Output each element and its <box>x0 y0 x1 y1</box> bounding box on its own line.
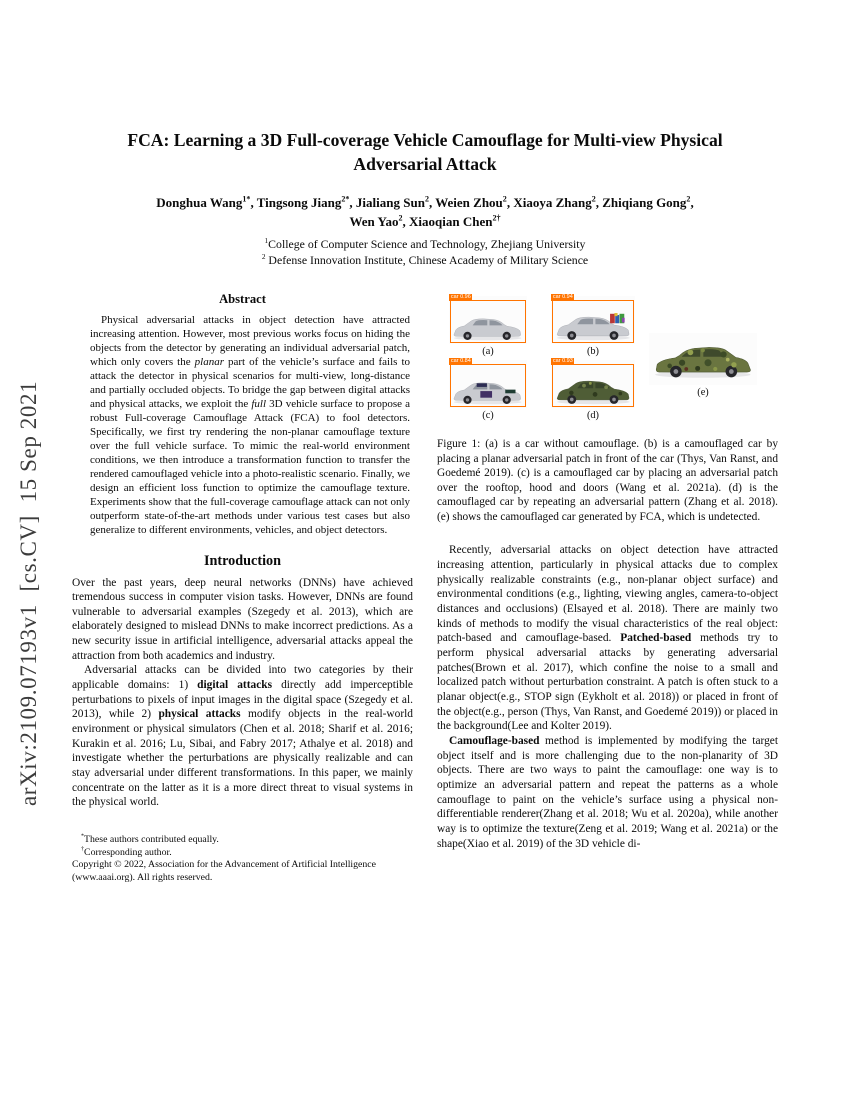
intro-paragraph-1: Over the past years, deep neural networks (DNNs) have achieved tremendous success in computer vision tasks. However, DNNs are found vulnerable to adversarial examples (Szegedy et al. 2013), which are elaborately designed to mislead DNNs to make incorrect predictions. As a new security issue in artificial intelligence, adversarial attacks appeal the attraction from both academics and industry. <box>72 576 413 662</box>
author-superscript: 2 <box>686 194 691 204</box>
footnote-marker: † <box>81 846 85 853</box>
right-column <box>437 292 778 885</box>
figure-sublabel: (d) <box>586 410 599 421</box>
left-column <box>72 292 413 885</box>
footnote-corresponding-author: †Corresponding author. <box>81 846 172 858</box>
paper-header <box>80 128 770 269</box>
author: Tingsong Jiang$^{2*}$, <box>256 194 356 210</box>
author: Xiaoya Zhang$^2$, <box>513 194 603 210</box>
figure-1a <box>449 296 527 357</box>
figure-1-grid <box>449 296 635 421</box>
author-superscript: 1* <box>242 194 251 204</box>
figure-1-images <box>437 296 778 421</box>
author-superscript: 2† <box>492 213 501 223</box>
title-line-1: FCA: Learning a 3D Full-coverage Vehicle Camouflage for Multi-view Physical <box>127 130 723 150</box>
introduction-heading: Introduction <box>204 552 281 569</box>
figure-1e <box>649 333 757 398</box>
author-superscript: 2 <box>502 194 507 204</box>
author-list <box>80 193 770 232</box>
author-line-2 <box>80 212 770 232</box>
author: Xiaoqian Chen$^{2\dagger}$ <box>409 213 501 230</box>
author: Weien Zhou$^2$, <box>435 194 514 210</box>
figure-1-caption: Figure 1: (a) is a car without camouflage. (b) is a camouflaged car by placing a planar adversarial patch in front of the car (Thys, Van Ranst, and Goedemé 2019). (c) is a camouflaged car by placing an adversarial patch over the rooftop, hood and doors (Wang et al. 2021a). (d) is the camouflaged car by repeating an adversarial pattern (Zhang et al. 2018). (e) shows the camouflaged car generated by FCA, which is undetected. <box>437 438 778 523</box>
abstract-heading: Abstract <box>219 292 266 306</box>
figure-sublabel: (b) <box>586 346 599 357</box>
body-paragraph-camouflage-based: Camouflage-based method is implemented by modifying the target object itself and is more challenging due to the non-planarity of 3D objects. There are two ways to paint the camouflage: one way is to optimize an adversarial pattern and repeat the patterns as a whole camouflage to paint on the vehicle’s surface using a physical non-differentiable renderer(Zhang et al. 2018; Wu et al. 2020a), while another way is to optimize the texture(Zeng et al. 2019; Wang et al. 2021a) or the shape(Xiao et al. 2019) of the 3D vehicle di- <box>437 734 778 850</box>
author-superscript: 2 <box>591 194 596 204</box>
car-illustration <box>451 315 524 341</box>
figure-1 <box>437 296 778 524</box>
figure-1d-image <box>551 360 635 408</box>
figure-1d <box>551 360 635 421</box>
author-superscript: 2* <box>341 194 350 204</box>
figure-sublabel: (a) <box>482 346 494 357</box>
car-illustration-fca-camouflage <box>651 342 755 379</box>
affiliation-1: $^1$College of Computer Science and Technology, Zhejiang University <box>264 235 586 251</box>
detection-score-label: car 0.94 <box>552 294 573 300</box>
affiliation-list <box>80 236 770 269</box>
car-illustration-with-top-patches <box>451 379 524 405</box>
car-illustration-with-front-patch <box>554 313 633 341</box>
affiliation-2: $^2$ Defense Innovation Institute, Chinese Academy of Military Science <box>261 252 589 268</box>
author-line-1 <box>80 193 770 213</box>
two-column-body <box>72 292 778 885</box>
detection-score-label: car 0.93 <box>552 358 573 364</box>
figure-sublabel: (c) <box>482 410 494 421</box>
footnotes <box>72 834 413 885</box>
footnote-equal-contribution: *These authors contributed equally. <box>81 833 219 845</box>
copyright-notice: Copyright © 2022, Association for the Advancement of Artificial Intelligence (www.aaai.org). All rights reserved. <box>72 859 376 884</box>
footnote-marker: * <box>81 833 85 840</box>
body-paragraph-patch-based: Recently, adversarial attacks on object detection have attracted increasing attention, particularly in physical attacks due to complex physically realizable constraints (e.g., non-planar object surface) and environmental conditions (e.g., lighting, viewing angles, camera-to-object distances and occlusions) (Elsayed et al. 2018). There are mainly two kinds of methods to modify the visual characteristics of the real object: patch-based and camouflage-based. Patched-based methods try to perform physical adversarial attacks by generating adversarial patches(Brown et al. 2017), which confine the noise to a small and localized patch without perturbation constraint. A patch is often stuck to a planar object(e.g., STOP sign (Eykholt et al. 2018)) or placed in front of the object(e.g., person (Thys, Van Ranst, and Goedemé 2019)) or placed in the background(Lee and Kolter 2019). <box>437 544 778 733</box>
figure-1c-image <box>449 360 527 408</box>
author-superscript: 2 <box>398 213 403 223</box>
abstract-body <box>72 314 413 538</box>
author: Jialiang Sun$^2$, <box>355 194 436 210</box>
intro-paragraph-2: Adversarial attacks can be divided into two categories by their applicable domains: 1) digital attacks directly add imperceptible perturbations to pixels of input images in the digital space (Szegedy et al. 2013), while 2) physical attacks modify objects in the real-world environment or physical simulators (Chen et al. 2018; Sharif et al. 2016; Kurakin et al. 2016; Lu, Sibai, and Fabry 2017; Athalye et al. 2018) and investigate whether the perturbations are physically realizable and can stay adversarial under different transformations. In this paper, we mainly concentrate on the latter as it is a more direct threat to visual systems in the physical world. <box>72 664 413 809</box>
detection-score-label: car 0.96 <box>450 294 471 300</box>
author-superscript: 2 <box>424 194 429 204</box>
title-line-2: Adversarial Attack <box>353 154 497 175</box>
adversarial-patch-figures <box>610 313 625 323</box>
detection-score-label: car 0.84 <box>450 358 471 364</box>
right-column-text <box>437 543 778 851</box>
figure-1c <box>449 360 527 421</box>
author: Zhiqiang Gong$^2$, <box>602 194 694 210</box>
figure-1a-image <box>449 296 527 344</box>
car-illustration-camouflage-pattern <box>554 377 633 405</box>
figure-1b <box>551 296 635 357</box>
author: Donghua Wang$^{1*}$, <box>156 194 257 210</box>
abstract-paragraph: Physical adversarial attacks in object detection have attracted increasing attention. However, most previous works focus on hiding the objects from the detector by generating an individual adversarial patch, which only covers the planar part of the vehicle’s surface and fails to attack the detector in physical scenarios for multi-view, long-distance and partially occluded objects. To bridge the gap between digital attacks and physical attacks, we exploit the full 3D vehicle surface to propose a robust Full-coverage Camouflage Attack (FCA) to fool detectors. Specifically, we first try rendering the non-planar camouflage texture over the full vehicle surface. To mimic the real-world environment conditions, we then introduce a transformation function to transfer the rendered camouflaged vehicle into a photo-realistic scenario. Finally, we design an efficient loss function to optimize the camouflage texture. Experiments show that the full-coverage camouflage attack can not only outperform state-of-the-art methods under various test cases but also generalize to different environments, vehicles, and object detectors. <box>90 314 410 536</box>
figure-1b-image <box>551 296 635 344</box>
author: Wen Yao$^2$, <box>349 213 410 230</box>
figure-1e-image <box>649 333 757 385</box>
arxiv-watermark: arXiv:2109.07193v1 [cs.CV] 15 Sep 2021 <box>16 380 41 806</box>
paper-title <box>80 128 770 177</box>
figure-sublabel: (e) <box>697 387 709 398</box>
